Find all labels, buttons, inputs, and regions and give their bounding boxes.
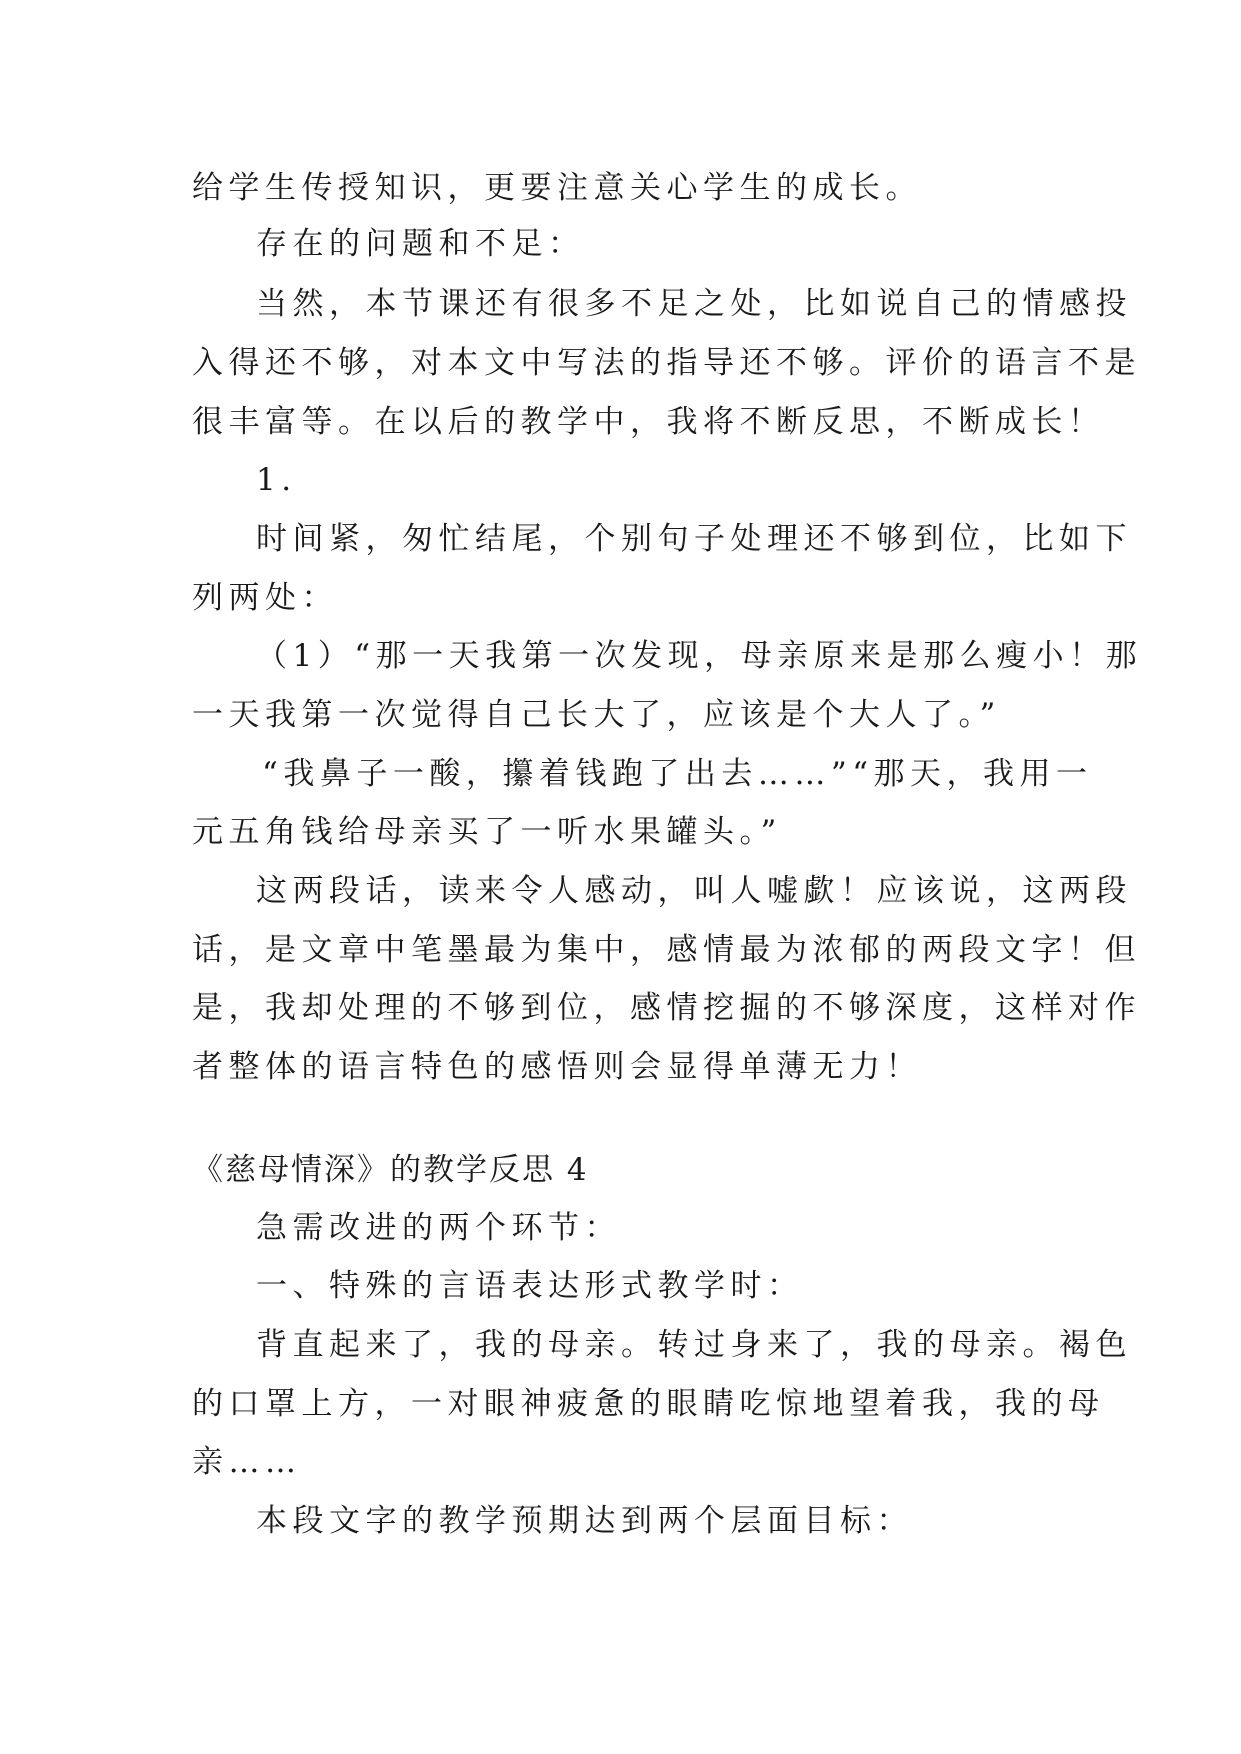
paragraph-line: 时间紧，匆忙结尾，个别句子处理还不够到位，比如下	[256, 521, 1132, 557]
paragraph-line: 列两处：	[192, 580, 338, 616]
quote-line: “我鼻子一酸，攥着钱跑了出去……”“那天，我用一	[262, 756, 1093, 792]
paragraph-line: 背直起来了，我的母亲。转过身来了，我的母亲。褐色	[256, 1327, 1132, 1363]
list-number: 1.	[256, 462, 297, 498]
paragraph-line: 者整体的语言特色的感悟则会显得单薄无力！	[192, 1049, 922, 1085]
paragraph-line: 这两段话，读来令人感动，叫人嘘歔！应该说，这两段	[256, 873, 1132, 909]
paragraph-line: 存在的问题和不足：	[256, 226, 585, 262]
paragraph-line: 本段文字的教学预期达到两个层面目标：	[256, 1503, 913, 1539]
paragraph-line: 是，我却处理的不够到位，感情挖掘的不够深度，这样对作	[192, 990, 1141, 1026]
paragraph-line: 一、特殊的言语表达形式教学时：	[256, 1268, 804, 1304]
paragraph-line: 话，是文章中笔墨最为集中，感情最为浓郁的两段文字！但	[192, 932, 1141, 968]
paragraph-line: 很丰富等。在以后的教学中，我将不断反思，不断成长！	[192, 404, 1105, 440]
paragraph-line: 的口罩上方，一对眼神疲惫的眼睛吃惊地望着我，我的母	[192, 1386, 1105, 1422]
paragraph-line: 给学生传授知识，更要注意关心学生的成长。	[192, 170, 922, 206]
paragraph-line: 入得还不够，对本文中写法的指导还不够。评价的语言不是	[192, 345, 1141, 381]
quote-line: （1）“那一天我第一次发现，母亲原来是那么瘦小！那	[256, 638, 1143, 674]
quote-line: 元五角钱给母亲买了一听水果罐头。”	[192, 814, 782, 850]
paragraph-line: 当然，本节课还有很多不足之处，比如说自己的情感投	[256, 286, 1132, 322]
paragraph-line: 亲……	[192, 1444, 302, 1480]
quote-line: 一天我第一次觉得自己长大了，应该是个大人了。”	[192, 697, 1001, 733]
paragraph-line: 急需改进的两个环节：	[256, 1210, 621, 1246]
section-heading: 《慈母情深》的教学反思 4	[192, 1152, 589, 1188]
